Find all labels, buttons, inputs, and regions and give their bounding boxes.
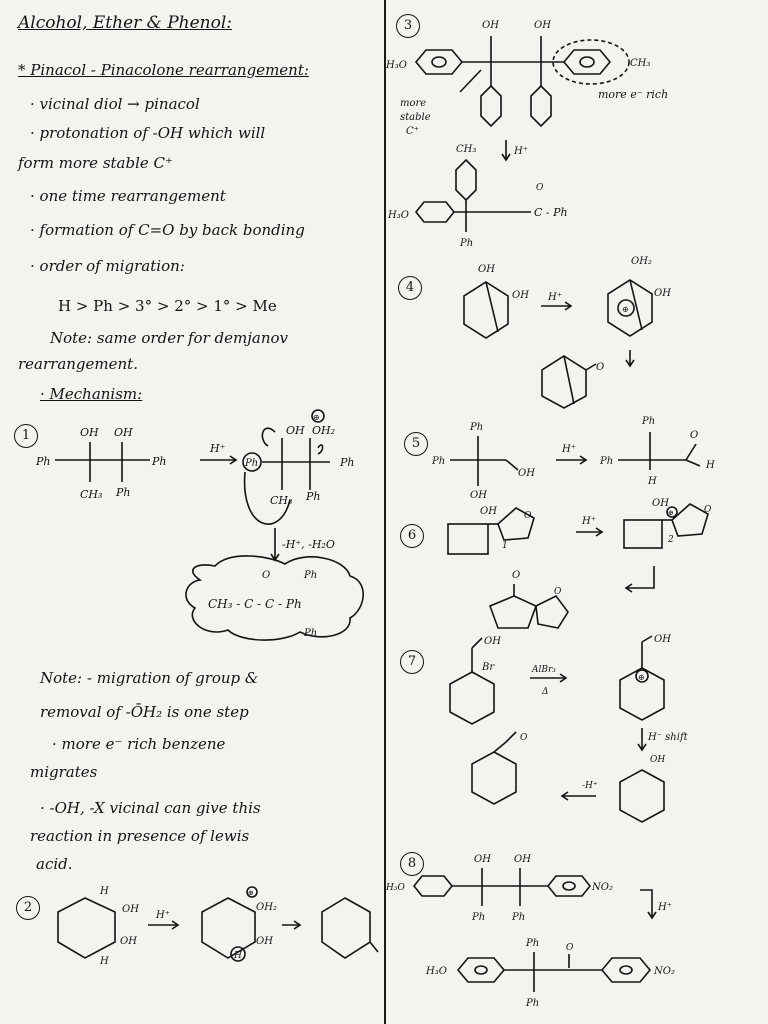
ex3-more-rich: more e⁻ rich	[598, 88, 669, 101]
ex7-charge: ⊕	[638, 673, 645, 682]
example-1-number: 1	[14, 424, 38, 448]
example-7-scheme	[386, 632, 768, 832]
ex1-oh-1: OH	[80, 426, 99, 439]
ex2-oh-1: OH	[122, 904, 139, 915]
bullet-2-cont: form more stable C⁺	[18, 154, 173, 172]
ex4-oh-2: OH	[512, 290, 529, 301]
ex3-oh-1: OH	[482, 20, 499, 31]
ex1-product-ph-2: Ph	[304, 628, 318, 639]
ex3-cph: C - Ph	[534, 206, 568, 219]
ex6-charge: ⊕	[668, 509, 674, 517]
note2-line5: · -OH, -X vicinal can give this	[40, 799, 261, 817]
migration-order: H > Ph > 3° > 2° > 1° > Me	[58, 297, 277, 315]
example-5-number: 5	[404, 432, 428, 456]
ex4-charge: ⊕	[622, 305, 629, 314]
ex7-oh-3: OH	[650, 755, 666, 765]
ex8-ph-3: Ph	[526, 938, 540, 949]
ex1-ch3: CH₃	[80, 488, 103, 501]
bullet-4: · formation of C=O by back bonding	[30, 221, 305, 239]
ex6-o-4: O	[554, 587, 562, 597]
ex1-oh-2: OH	[114, 426, 133, 439]
ex5-ph-4: Ph	[642, 416, 656, 427]
ex6-oh-2: OH	[652, 498, 669, 509]
ex8-h3o-2: H₃O	[426, 966, 447, 977]
ex3-o: O	[536, 183, 544, 193]
ex8-oh-1: OH	[474, 854, 491, 865]
ex5-ph-2: Ph	[432, 456, 446, 467]
ex1-charge: ⊕	[313, 413, 320, 422]
example-3-scheme	[386, 0, 768, 249]
page-title: Alcohol, Ether & Phenol:	[18, 13, 233, 33]
ex1-step-label: -H⁺, -H₂O	[282, 538, 335, 551]
bullet-5: · order of migration:	[30, 257, 185, 275]
ex7-oh-1: OH	[484, 636, 501, 647]
ex2-h-2: H	[100, 956, 109, 967]
ex1-oh-3: OH	[286, 424, 305, 437]
ex5-oh-1: OH	[518, 468, 535, 479]
ex6-step-2: 2	[668, 535, 674, 545]
ex8-no2-2: NO₂	[654, 966, 675, 977]
ex8-oh-2: OH	[514, 854, 531, 865]
ex2-oh2: OH₂	[256, 902, 277, 913]
ex5-o: O	[690, 430, 699, 441]
ex3-hplus: H⁺	[514, 146, 528, 157]
ex3-ph: Ph	[460, 238, 474, 249]
ex3-h3o-1: H₃O	[386, 60, 407, 71]
ex7-hshift: H⁻ shift	[648, 732, 688, 743]
example-6-scheme	[386, 500, 768, 640]
ex1-hplus: H⁺	[210, 442, 226, 455]
ex5-h-1: H	[648, 476, 657, 487]
ex4-hplus: H⁺	[548, 292, 562, 303]
ex6-o-1: O	[524, 511, 532, 521]
ex3-stable: stable	[400, 112, 431, 123]
example-8-scheme	[386, 846, 768, 1016]
example-2-scheme	[0, 880, 383, 980]
example-3-number: 3	[396, 14, 420, 38]
ex1-ph-2: Ph	[152, 455, 167, 468]
ex8-o: O	[566, 943, 574, 953]
ex5-oh-2: OH	[470, 490, 487, 501]
ex4-o: O	[596, 362, 605, 373]
example-6-number: 6	[400, 524, 424, 548]
ex8-ph-2: Ph	[512, 912, 526, 923]
ex2-oh-2: OH	[120, 936, 137, 947]
ex8-hplus: H⁺	[658, 902, 672, 913]
ex6-o-3: O	[512, 570, 521, 581]
ex3-oh-2: OH	[534, 20, 551, 31]
ex4-oh2: OH₂	[631, 256, 652, 267]
ex1-product-o: O	[262, 570, 271, 581]
example-2-number: 2	[16, 896, 40, 920]
example-5-scheme	[386, 414, 768, 504]
ex7-hminus: -H⁺	[582, 781, 598, 791]
ex1-oh2: OH₂	[312, 424, 336, 437]
ex5-hplus: H⁺	[562, 444, 576, 455]
ex1-ph-5: Ph	[340, 456, 355, 469]
example-4-scheme	[386, 250, 768, 400]
ex1-ph-6: Ph	[306, 490, 321, 503]
ex1-ph-1: Ph	[36, 455, 51, 468]
ex6-step-1: 1	[502, 541, 508, 551]
ex1-product: CH₃ - C - C - Ph	[208, 597, 302, 611]
ex8-h3o-1: H₃O	[386, 883, 405, 893]
ex1-product-ph-1: Ph	[304, 570, 318, 581]
ex2-hplus: H⁺	[156, 910, 170, 921]
ex8-ph-4: Ph	[526, 998, 540, 1009]
ex8-no2-1: NO₂	[592, 882, 613, 893]
ex8-ph-1: Ph	[472, 912, 486, 923]
example-1-scheme	[0, 410, 383, 640]
note2-line2: removal of -ŌH₂ is one step	[40, 703, 249, 721]
ex7-albr3: AlBr₃	[532, 665, 556, 675]
note1-line2: rearrangement.	[18, 355, 138, 373]
ex2-oh-3: OH	[256, 936, 273, 947]
ex7-o: O	[520, 733, 528, 743]
ex5-ph-1: Ph	[470, 422, 484, 433]
ex5-ph-3: Ph	[600, 456, 614, 467]
ex6-oh-1: OH	[480, 506, 497, 517]
ex3-h3o-2: H₃O	[388, 210, 409, 221]
ex2-h-3: H	[234, 951, 242, 961]
ex3-cplus: C⁺	[406, 126, 419, 137]
example-7-number: 7	[400, 650, 424, 674]
ex1-ph-4: Ph	[245, 458, 259, 469]
note2-line6: reaction in presence of lewis	[30, 827, 250, 845]
ex3-ch3-2: CH₃	[456, 144, 477, 155]
note2-line3: · more e⁻ rich benzene	[52, 735, 226, 753]
note2-line4: migrates	[30, 763, 98, 781]
ex6-o-2: O	[704, 505, 712, 515]
ex3-ch3-1: CH₃	[630, 58, 651, 69]
ex1-ph-3: Ph	[116, 486, 131, 499]
mechanism-heading: · Mechanism:	[40, 385, 143, 403]
section-heading: * Pinacol - Pinacolone rearrangement:	[18, 61, 309, 79]
ex2-h-1: H	[100, 886, 109, 897]
ex4-oh-3: OH	[654, 288, 671, 299]
example-8-number: 8	[400, 852, 424, 876]
note2-line1: Note: - migration of group &	[40, 669, 259, 687]
bullet-3: · one time rearrangement	[30, 187, 226, 205]
ex5-h-2: H	[706, 460, 715, 471]
example-4-number: 4	[398, 276, 422, 300]
ex4-oh-1: OH	[478, 264, 495, 275]
note2-line7: acid.	[36, 855, 73, 873]
ex7-oh-2: OH	[654, 634, 671, 645]
ex2-charge: ⊕	[248, 889, 254, 897]
bullet-2: · protonation of -OH which will	[30, 124, 266, 142]
ex7-br: Br	[482, 662, 495, 673]
left-column	[0, 0, 383, 1024]
bullet-1: · vicinal diol → pinacol	[30, 95, 200, 113]
ex3-more: more	[400, 98, 427, 109]
ex1-ch3-2: CH₃	[270, 494, 293, 507]
right-column	[386, 0, 768, 1024]
note1-line1: Note: same order for demjanov	[50, 329, 288, 347]
ex6-hplus: H⁺	[582, 516, 596, 527]
ex7-delta: Δ	[542, 687, 549, 697]
